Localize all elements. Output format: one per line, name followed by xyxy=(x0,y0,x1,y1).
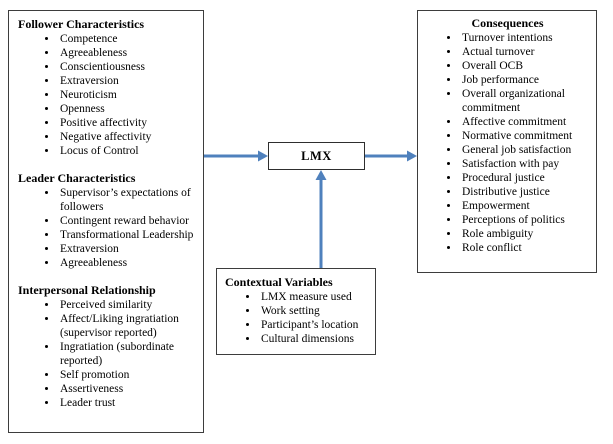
list-item: • Affect/Liking ingratiation (supervisor reported) xyxy=(58,312,197,340)
list-item: • Turnover intentions xyxy=(460,31,591,45)
list-item: • Role ambiguity xyxy=(460,227,591,241)
contextual-variables-list xyxy=(225,290,370,346)
list-item: • Normative commitment xyxy=(460,129,591,143)
list-item: • Self promotion xyxy=(58,368,197,382)
list-item: • Neuroticism xyxy=(58,88,197,102)
leader-characteristics-title: Leader Characteristics xyxy=(18,171,136,185)
list-item: • Ingratiation (subordinate reported) xyxy=(58,340,197,368)
antecedents-box xyxy=(8,10,204,433)
list-item: • Perceptions of politics xyxy=(460,213,591,227)
list-item: • Actual turnover xyxy=(460,45,591,59)
list-item: • Affective commitment xyxy=(460,115,591,129)
list-item: • General job satisfaction xyxy=(460,143,591,157)
leader-characteristics-list xyxy=(18,186,197,270)
lmx-label: LMX xyxy=(301,148,332,163)
list-item: • LMX measure used xyxy=(259,290,370,304)
arrow-context-to-lmx xyxy=(316,170,327,268)
list-item: • Supervisor’s expectations of followers xyxy=(58,186,197,214)
interpersonal-relationship-title: Interpersonal Relationship xyxy=(18,283,156,297)
list-item: • Cultural dimensions xyxy=(259,332,370,346)
list-item: • Agreeableness xyxy=(58,256,197,270)
list-item: • Perceived similarity xyxy=(58,298,197,312)
list-item: • Negative affectivity xyxy=(58,130,197,144)
list-item: • Transformational Leadership xyxy=(58,228,197,242)
list-item: • Openness xyxy=(58,102,197,116)
list-item: • Job performance xyxy=(460,73,591,87)
contextual-variables-title: Contextual Variables xyxy=(225,275,333,289)
consequences-box xyxy=(417,10,597,273)
list-item: • Agreeableness xyxy=(58,46,197,60)
list-item: • Empowerment xyxy=(460,199,591,213)
list-item: • Leader trust xyxy=(58,396,197,410)
list-item: • Locus of Control xyxy=(58,144,197,158)
list-item: • Participant’s location xyxy=(259,318,370,332)
list-item: • Work setting xyxy=(259,304,370,318)
consequences-title: Consequences xyxy=(471,16,544,30)
list-item: • Overall organizational commitment xyxy=(460,87,591,115)
list-item: • Procedural justice xyxy=(460,171,591,185)
interpersonal-relationship-list xyxy=(18,298,197,410)
list-item: • Extraversion xyxy=(58,242,197,256)
list-item: • Positive affectivity xyxy=(58,116,197,130)
follower-characteristics-title: Follower Characteristics xyxy=(18,17,145,31)
list-item: • Distributive justice xyxy=(460,185,591,199)
list-item: • Satisfaction with pay xyxy=(460,157,591,171)
list-item: • Conscientiousness xyxy=(58,60,197,74)
lmx-box xyxy=(268,142,365,170)
consequences-list xyxy=(424,31,591,255)
list-item: • Contingent reward behavior xyxy=(58,214,197,228)
list-item: • Overall OCB xyxy=(460,59,591,73)
arrow-lmx-to-consequences xyxy=(365,151,417,162)
follower-characteristics-list xyxy=(18,32,197,158)
list-item: • Extraversion xyxy=(58,74,197,88)
arrow-antecedents-to-lmx xyxy=(204,151,268,162)
contextual-variables-box xyxy=(216,268,376,355)
list-item: • Competence xyxy=(58,32,197,46)
list-item: • Assertiveness xyxy=(58,382,197,396)
list-item: • Role conflict xyxy=(460,241,591,255)
